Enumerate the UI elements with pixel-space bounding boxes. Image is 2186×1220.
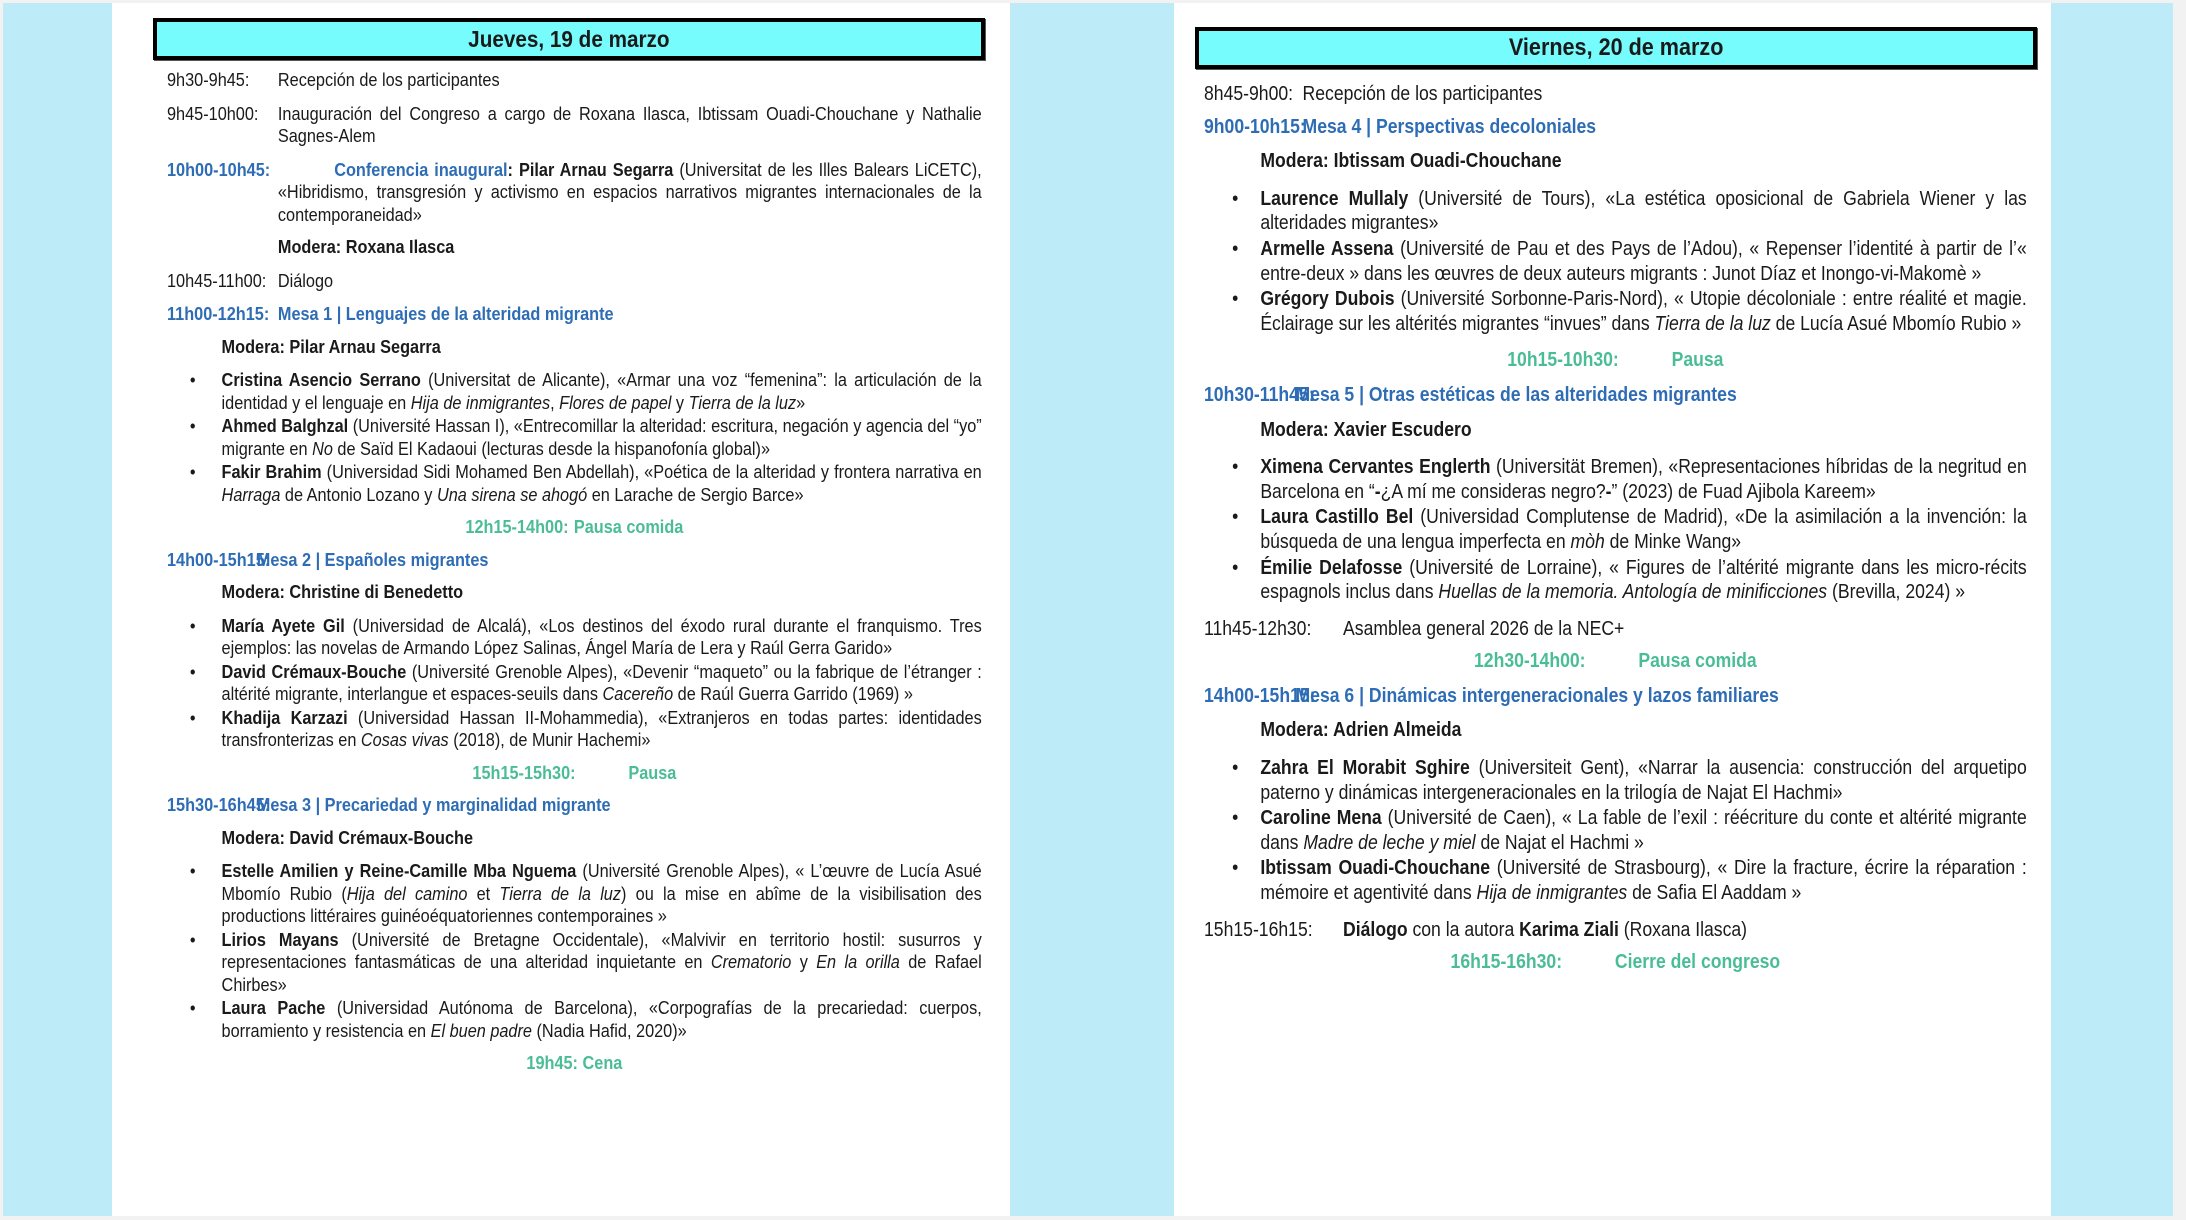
talk-list-mesa5: [1204, 455, 2027, 605]
text-segment: y: [671, 391, 689, 413]
bold-text: Armelle Assena: [1260, 237, 1394, 260]
keynote-label: Conferencia inaugural: [334, 158, 508, 180]
talk-item: [167, 997, 982, 1042]
talk-item: [1204, 806, 2027, 855]
time-label: 15h30-16h45:: [167, 794, 271, 815]
bullet-icon: •: [1232, 807, 1239, 830]
break-lunch: [1204, 649, 2027, 674]
italic-title: Harraga: [221, 483, 281, 505]
italic-title: Tierra de la luz: [688, 391, 797, 413]
text-segment: (Université Hassan I), «Entrecomillar la alteridad: escritura, negación y agencia del “yo” migrante en: [221, 415, 982, 459]
text-segment: (Universidad Complutense de Madrid), «De la asimilación a la invención: la búsqueda de una lengua imperfecta en: [1260, 506, 2027, 553]
time-label: 15h15-16h15:: [1204, 918, 1313, 941]
bullet-icon: •: [189, 415, 196, 436]
item-text: Inauguración del Congreso a cargo de Roxana Ilasca, Ibtissam Ouadi-Chouchane y Nathalie Sagnes-Alem: [277, 102, 982, 146]
bold-text: -: [1605, 480, 1612, 503]
talk-item: [167, 707, 982, 752]
bullet-icon: •: [189, 997, 196, 1018]
text-segment: (Universidad Autónoma de Barcelona), «Corpografías de la precariedad: cuerpos, borramiento y resistencia en: [221, 997, 982, 1041]
talk-item: [1204, 556, 2027, 605]
moderator: Modera: Roxana Ilasca: [277, 236, 455, 257]
time-label: 14h00-15h15:: [1204, 684, 1316, 707]
bold-text: -: [1374, 480, 1381, 503]
italic-title: Cosas vivas: [360, 729, 449, 750]
text-segment: en Larache de Sergio Barce»: [587, 483, 804, 505]
time-label: 9h00-10h15:: [1204, 115, 1306, 138]
bold-text: David Crémaux-Bouche: [221, 660, 407, 682]
session-title: Mesa 4 | Perspectivas decoloniales: [1302, 115, 1597, 138]
italic-title: El buen padre: [430, 1019, 532, 1041]
session-title: Mesa 6 | Dinámicas intergeneracionales y lazos familiares: [1295, 684, 1779, 707]
italic-title: No: [312, 437, 333, 459]
text-segment: y: [791, 951, 817, 972]
italic-title: En la orilla: [816, 951, 900, 972]
text-segment: (Brevilla, 2024) »: [1827, 581, 1966, 604]
time-label: 15h15-15h30:: [472, 761, 576, 783]
text-segment: ¿A mí me consideras negro?: [1380, 480, 1606, 503]
bold-text: Ahmed Balghzal: [221, 415, 349, 436]
text-segment: de Rafael Chirbes»: [221, 951, 982, 995]
italic-title: Cacereño: [602, 683, 674, 704]
text-segment: ” (2023) de Fuad Ajibola Kareem»: [1611, 480, 1876, 503]
bullet-icon: •: [1232, 506, 1239, 529]
talk-item: [1204, 455, 2027, 504]
talk-item: [1204, 505, 2027, 554]
text-segment: (Universidad Sidi Mohamed Ben Abdellah), «Poética de la alteridad y frontera narrativa en: [321, 461, 982, 482]
schedule-item-dialogo: [1204, 918, 2027, 943]
talk-item: [167, 661, 982, 706]
text-segment: con la autora: [1407, 918, 1520, 941]
italic-title: Una sirena se ahogó: [436, 483, 588, 505]
bold-text: María Ayete Gil: [221, 614, 345, 636]
bold-text: Karima Ziali: [1519, 918, 1619, 941]
bold-text: Grégory Dubois: [1260, 288, 1395, 311]
bullet-icon: •: [189, 706, 196, 728]
time-label: 11h00-12h15:: [167, 303, 270, 324]
text-segment: (Université de Lorraine), « Figures de l’altérité migrante dans les micro-récits espagnols inclus dans: [1260, 556, 2027, 604]
break-lunch: [167, 516, 982, 539]
schedule-item-keynote: [167, 159, 982, 227]
bullet-icon: •: [1232, 456, 1239, 479]
bullet-icon: •: [1232, 757, 1239, 780]
text-segment: (Universiteit Gent), «Narrar la ausencia: construcción del arquetipo paterno y dinámicas intergeneracionales en la trilogía de Najat El Hachmi»: [1260, 757, 2027, 804]
session-title: Mesa 3 | Precariedad y marginalidad migrante: [256, 794, 611, 815]
time-label: 10h45-11h00:: [167, 269, 267, 291]
text-segment: de Lucía Asué Mbomío Rubio »: [1770, 312, 2022, 335]
day-header-friday: [1195, 27, 2037, 69]
break-label: Pausa comida: [573, 516, 684, 537]
talk-item: [1204, 856, 2027, 905]
bold-text: Laura Castillo Bel: [1260, 506, 1414, 529]
text-segment: (2018), de Munir Hachemi»: [448, 729, 651, 750]
session-header-mesa2: [167, 549, 982, 572]
schedule-item-opening: [167, 103, 982, 148]
italic-title: Flores de papel: [559, 391, 672, 413]
talk-list-mesa1: [167, 369, 982, 506]
item-text: [1343, 918, 2027, 943]
break-label: Pausa comida: [1638, 650, 1757, 673]
schedule-item-reception: [167, 69, 982, 92]
time-label: 11h45-12h30:: [1204, 617, 1312, 640]
italic-title: Madre de leche y miel: [1303, 831, 1476, 854]
keynote-text: [278, 159, 982, 227]
time-label: 8h45-9h00:: [1204, 83, 1294, 105]
bullet-icon: •: [189, 928, 196, 950]
text-segment: (Université de Strasbourg), « Dire la fracture, écrire la réparation : mémoire et agentivité dans: [1260, 857, 2027, 905]
text-segment: et: [467, 882, 500, 904]
talk-list-mesa4: [1204, 187, 2027, 337]
talk-list-mesa3: [167, 860, 982, 1042]
text-segment: (Nadia Hafid, 2020)»: [531, 1019, 687, 1041]
text-segment: de Antonio Lozano y: [280, 483, 437, 505]
time-label: 16h15-16h30:: [1450, 951, 1563, 974]
side-band-left: [3, 3, 112, 1216]
text-segment: (Roxana Ilasca): [1618, 918, 1748, 941]
page-friday: [1174, 3, 2051, 1216]
talk-item: [167, 860, 982, 928]
text-segment: (Université Sorbonne-Paris-Nord), « Utopie décoloniale : entre réalité et magie. Éclairage sur les altérités migrantes “invues” dans: [1260, 288, 2027, 335]
talk-item: [167, 415, 982, 460]
text-segment: (Universidad de Alcalá), «Los destinos del éxodo rural durante el franquismo. Tres ejemplos: las novelas de Armando López Salinas, Ángel María de Lera y Raúl Gerra Garido»: [221, 614, 982, 658]
schedule-item-assembly: [1204, 617, 2027, 642]
bold-text: Ximena Cervantes Englerth: [1260, 456, 1491, 479]
text-segment: (Universität Bremen), «Representaciones híbridas de la negritud en Barcelona en “: [1260, 456, 2027, 503]
bold-text: Ibtissam Ouadi-Chouchane: [1260, 857, 1491, 880]
item-text: Asamblea general 2026 de la NEC+: [1343, 617, 1625, 640]
text-segment: (Université Grenoble Alpes), «Devenir “maqueto” ou la fabrique de l’étranger : altérité migrante, interlangue et espaces-seuils dans: [221, 660, 982, 704]
text-segment: (Universitat de Alicante), «Armar una voz “femenina”: la articulación de la identidad y el lenguaje en: [221, 369, 982, 413]
bullet-icon: •: [1232, 288, 1239, 311]
italic-title: Hija de inmigrantes: [1476, 882, 1628, 905]
time-label: 9h45-10h00:: [167, 102, 259, 124]
talk-item: [1204, 187, 2027, 236]
talk-item: [1204, 287, 2027, 336]
time-label: 12h15-14h00:: [465, 516, 569, 537]
italic-title: Hija de inmigrantes: [410, 391, 551, 413]
italic-title: Crematorio: [710, 951, 792, 972]
bullet-icon: •: [1232, 556, 1239, 579]
moderator: Modera: David Crémaux-Bouche: [221, 826, 474, 848]
side-band-middle: [1010, 3, 1174, 1216]
text-segment: (Université de Pau et des Pays de l’Adou), « Repenser l’identité à partir de l’« entre-deux » dans les œuvres de deux auteurs migrants : Junot Díaz et Inongo-vi-Makomè »: [1260, 237, 2027, 285]
bold-text: Laura Pache: [221, 997, 326, 1018]
bullet-icon: •: [189, 614, 196, 636]
closing: [1204, 950, 2027, 975]
session-header-mesa4: [1204, 115, 2027, 140]
text-segment: (Universidad Hassan II-Mohammedia), «Extranjeros en todas partes: identidades transfronterizas en: [221, 706, 982, 750]
moderator: Modera: Christine di Benedetto: [221, 581, 464, 602]
session-header-mesa1: [167, 303, 982, 326]
bullet-icon: •: [1232, 237, 1239, 260]
time-label: 12h30-14h00:: [1474, 650, 1586, 673]
dinner: 19h45: Cena: [526, 1052, 623, 1073]
day-title: Viernes, 20 de marzo: [1508, 34, 1724, 61]
talk-list-mesa6: [1204, 756, 2027, 906]
text-segment: (Université de Caen), « La fable de l’exil : réécriture du conte et altérité migrante dans: [1260, 807, 2027, 854]
talk-list-mesa2: [167, 615, 982, 752]
italic-title: Hija del camino: [346, 882, 468, 904]
bullet-icon: •: [189, 369, 196, 390]
moderator: Modera: Adrien Almeida: [1260, 719, 1462, 742]
italic-title: Huellas de la memoria. Antología de minificciones: [1438, 581, 1828, 604]
text-segment: de Safia El Aaddam »: [1627, 882, 1802, 905]
text-segment: (Université de Tours), «La estética oposicional de Gabriela Wiener y las alteridades migrantes»: [1260, 187, 2027, 235]
talk-item: [1204, 237, 2027, 286]
italic-title: Tierra de la luz: [1654, 312, 1771, 335]
session-title: Mesa 1 | Lenguajes de la alteridad migrante: [277, 303, 614, 324]
schedule-item-dialogo: [167, 270, 982, 293]
day-title: Jueves, 19 de marzo: [468, 26, 670, 52]
talk-item: [1204, 756, 2027, 805]
page-thursday: [112, 3, 1010, 1216]
bullet-icon: •: [1232, 187, 1239, 210]
bold-text: Khadija Karzazi: [221, 706, 348, 728]
bullet-icon: •: [189, 461, 196, 482]
bold-text: Zahra El Morabit Sghire: [1260, 757, 1470, 780]
talk-item: [167, 369, 982, 414]
side-band-right: [2051, 3, 2173, 1216]
italic-title: Tierra de la luz: [499, 882, 622, 904]
time-label: 14h00-15h15:: [167, 548, 271, 570]
break-label: Pausa: [1671, 349, 1724, 372]
session-header-mesa3: [167, 794, 982, 817]
bullet-icon: •: [1232, 857, 1239, 880]
talk-item: [167, 615, 982, 660]
moderator: Modera: Xavier Escudero: [1260, 418, 1472, 441]
text-segment: »: [796, 391, 806, 413]
bold-text: Diálogo: [1343, 918, 1408, 941]
moderator: Modera: Pilar Arnau Segarra: [221, 335, 441, 357]
session-title: Mesa 5 | Otras estéticas de las alteridades migrantes: [1295, 383, 1737, 406]
schedule-thursday: [167, 69, 982, 1085]
time-label: 9h30-9h45:: [167, 69, 250, 90]
item-text: Recepción de los participantes: [277, 69, 500, 90]
break-pause: [1204, 348, 2027, 373]
bold-text: Fakir Brahim: [221, 461, 322, 482]
text-segment: de Minke Wang»: [1604, 530, 1742, 553]
session-header-mesa6: [1204, 684, 2027, 709]
italic-title: mòh: [1570, 530, 1605, 553]
closing-label: Cierre del congreso: [1614, 951, 1781, 974]
text-segment: (Université de Bretagne Occidentale), «Malvivir en territorio hostil: susurros y representaciones fantasmáticas de una alteridad inquietante en: [221, 928, 982, 972]
text-segment: de Saïd El Kadaoui (lecturas desde la hispanofonía global)»: [332, 437, 771, 459]
bold-text: : Pilar Arnau Segarra: [507, 158, 674, 180]
text-segment: (Universitat de les Illes Balears LiCETC), «Hibridismo, transgresión y activismo en espacios narrativos migrantes internacionales de la contemporaneidad»: [277, 158, 982, 225]
talk-item: [167, 929, 982, 997]
bullet-icon: •: [189, 860, 196, 881]
item-text: Recepción de los participantes: [1302, 83, 1543, 105]
text-segment: de Raúl Guerra Garrido (1969) »: [673, 683, 913, 704]
talk-item: [167, 461, 982, 506]
day-header-thursday: [153, 18, 985, 60]
session-header-mesa5: [1204, 383, 2027, 408]
text-segment: ,: [550, 391, 560, 413]
moderator: Modera: Ibtissam Ouadi-Chouchane: [1260, 150, 1562, 173]
text-segment: ) ou la mise en abîme de la visibilisation des productions littéraires guinéoéquatoriennes contemporaines »: [221, 882, 982, 926]
break-pause: [167, 762, 982, 785]
bullet-icon: •: [189, 660, 196, 682]
text-segment: de Najat el Hachmi »: [1475, 831, 1644, 854]
schedule-item-reception: [1204, 82, 2027, 107]
time-label: 10h30-11h45:: [1204, 383, 1315, 406]
session-title: Mesa 2 | Españoles migrantes: [256, 548, 489, 570]
schedule-friday: [1204, 82, 2027, 985]
break-label: Pausa: [628, 761, 677, 783]
bold-text: Caroline Mena: [1260, 807, 1382, 830]
bold-text: Estelle Amilien y Reine-Camille Mba Nguema: [221, 860, 577, 881]
time-label: 10h00-10h45:: [167, 158, 271, 180]
text-segment: (Université Grenoble Alpes), « L’œuvre de Lucía Asué Mbomío Rubio (: [221, 860, 982, 904]
time-label: 10h15-10h30:: [1507, 349, 1619, 372]
bold-text: Laurence Mullaly: [1260, 187, 1409, 210]
bold-text: Lirios Mayans: [221, 928, 339, 950]
bold-text: Cristina Asencio Serrano: [221, 369, 421, 390]
bold-text: Émilie Delafosse: [1260, 556, 1403, 579]
item-text: Diálogo: [277, 269, 334, 291]
